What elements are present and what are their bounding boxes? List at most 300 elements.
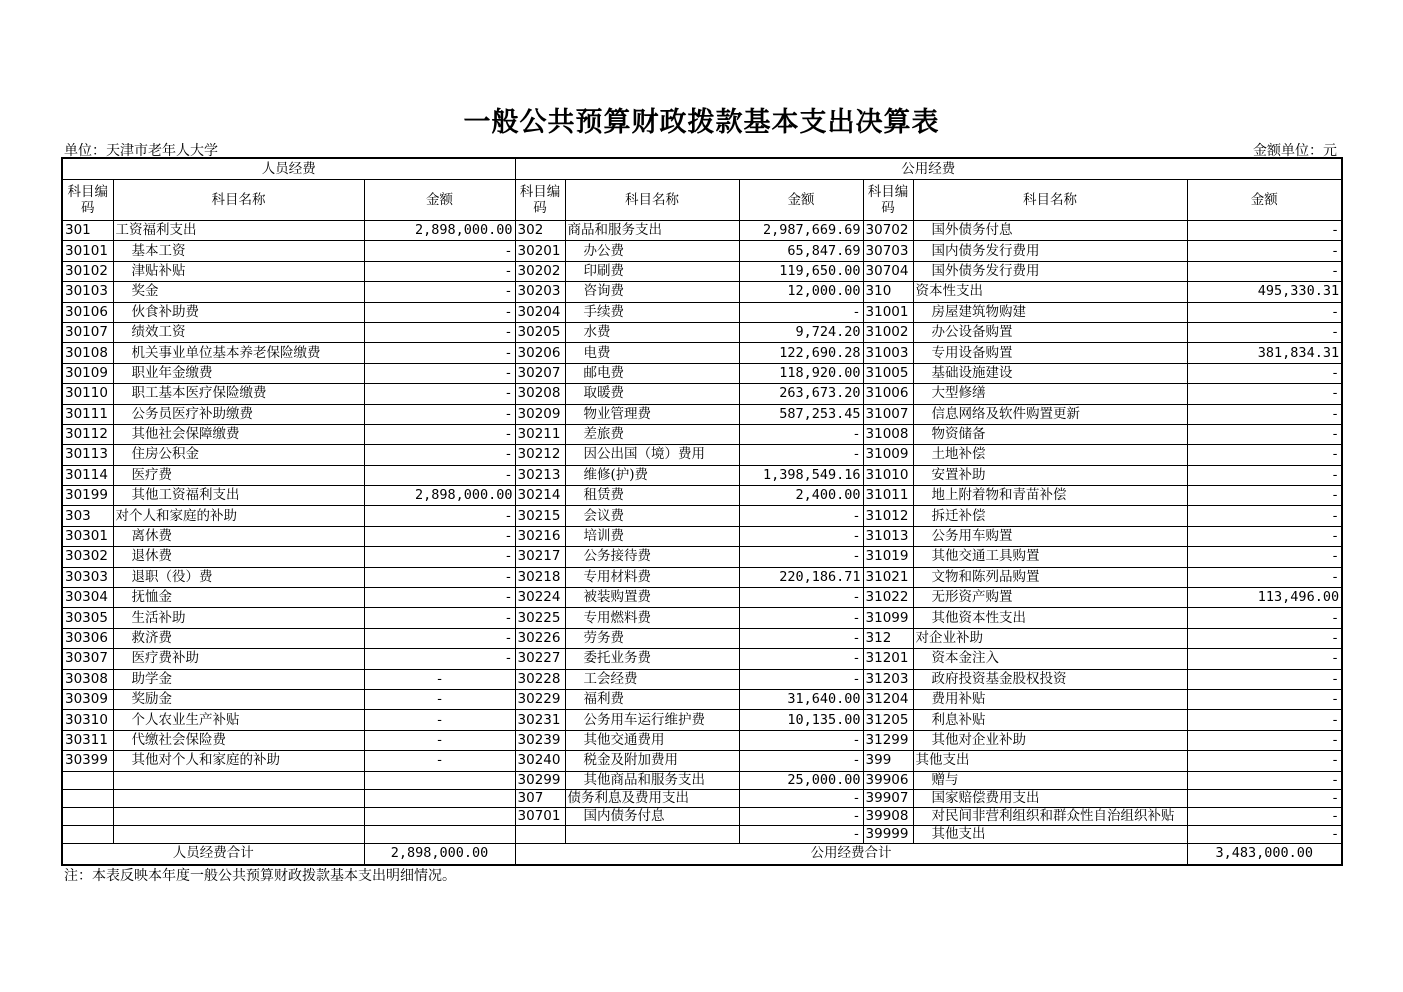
- cell-amount: 118,920.00: [739, 363, 863, 383]
- cell-code: 30307: [62, 649, 113, 669]
- cell-name: 抚恤金: [113, 588, 364, 608]
- cell-amount: -: [364, 547, 515, 567]
- cell-amount: -: [739, 628, 863, 648]
- cell-amount: -: [364, 404, 515, 424]
- cell-amount: -: [739, 526, 863, 546]
- table-row: [62, 789, 1342, 807]
- cell-code: 30399: [62, 751, 113, 771]
- cell-name: [113, 771, 364, 789]
- cell-name: 职工基本医疗保险缴费: [113, 384, 364, 404]
- cell-amount: 2,400.00: [739, 486, 863, 506]
- cell-code: 30207: [515, 363, 565, 383]
- cell-code: 30231: [515, 710, 565, 730]
- cell-name: 专用燃料费: [565, 608, 739, 628]
- cell-code: 30103: [62, 282, 113, 302]
- cell-amount: -: [1187, 710, 1342, 730]
- cell-code: 30206: [515, 343, 565, 363]
- cell-amount: -: [364, 669, 515, 689]
- cell-amount: -: [364, 363, 515, 383]
- cell-code: 30208: [515, 384, 565, 404]
- cell-name: 医疗费: [113, 465, 364, 485]
- cell-name: 劳务费: [565, 628, 739, 648]
- cell-name: 对企业补助: [913, 628, 1187, 648]
- cell-amount: [364, 771, 515, 789]
- cell-code: 30101: [62, 241, 113, 261]
- cell-name: 对民间非营利组织和群众性自治组织补贴: [913, 807, 1187, 825]
- cell-name: [113, 807, 364, 825]
- table-row: [62, 807, 1342, 825]
- public-total-amount: 3,483,000.00: [1187, 843, 1342, 865]
- cell-amount: -: [739, 669, 863, 689]
- cell-amount: -: [1187, 689, 1342, 709]
- cell-amount: -: [1187, 730, 1342, 750]
- cell-name: 救济费: [113, 628, 364, 648]
- cell-amount: -: [364, 751, 515, 771]
- cell-amount: -: [364, 588, 515, 608]
- cell-amount: [364, 825, 515, 843]
- cell-code: 30305: [62, 608, 113, 628]
- cell-amount: -: [364, 567, 515, 587]
- cell-code: 30306: [62, 628, 113, 648]
- cell-name: 津贴补贴: [113, 261, 364, 281]
- page-title: 一般公共预算财政拨款基本支出决算表: [463, 107, 940, 138]
- cell-code: [62, 771, 113, 789]
- cell-name: 资本性支出: [913, 282, 1187, 302]
- cell-code: 312: [863, 628, 913, 648]
- cell-code: 31010: [863, 465, 913, 485]
- cell-amount: -: [739, 424, 863, 444]
- cell-code: 30113: [62, 445, 113, 465]
- cell-name: 委托业务费: [565, 649, 739, 669]
- cell-code: 30106: [62, 302, 113, 322]
- cell-amount: 12,000.00: [739, 282, 863, 302]
- cell-amount: -: [364, 445, 515, 465]
- cell-code: 39907: [863, 789, 913, 807]
- cell-name: 物业管理费: [565, 404, 739, 424]
- table-row: [62, 608, 1342, 628]
- cell-name: [113, 825, 364, 843]
- table-row: [62, 689, 1342, 709]
- table-row: [62, 221, 1342, 241]
- cell-name: 安置补助: [913, 465, 1187, 485]
- table-row: [62, 669, 1342, 689]
- header-amount: 金额: [739, 180, 863, 221]
- cell-code: 30110: [62, 384, 113, 404]
- cell-amount: -: [1187, 567, 1342, 587]
- cell-code: 30311: [62, 730, 113, 750]
- table-row: [62, 649, 1342, 669]
- table-row: [62, 384, 1342, 404]
- cell-code: [515, 825, 565, 843]
- cell-name: 培训费: [565, 526, 739, 546]
- cell-code: 310: [863, 282, 913, 302]
- cell-amount: 65,847.69: [739, 241, 863, 261]
- cell-amount: -: [364, 730, 515, 750]
- personnel-total-label: 人员经费合计: [62, 843, 364, 865]
- cell-code: 30225: [515, 608, 565, 628]
- cell-amount: -: [1187, 751, 1342, 771]
- cell-amount: -: [739, 807, 863, 825]
- cell-amount: -: [364, 506, 515, 526]
- table-row: [62, 628, 1342, 648]
- cell-code: 31012: [863, 506, 913, 526]
- section-personnel: 人员经费: [62, 158, 515, 180]
- cell-code: 30702: [863, 221, 913, 241]
- cell-name: 手续费: [565, 302, 739, 322]
- cell-code: 30302: [62, 547, 113, 567]
- table-row: [62, 445, 1342, 465]
- cell-name: 其他对企业补助: [913, 730, 1187, 750]
- cell-name: 对个人和家庭的补助: [113, 506, 364, 526]
- header-name: 科目名称: [565, 180, 739, 221]
- cell-name: 资本金注入: [913, 649, 1187, 669]
- cell-name: 费用补贴: [913, 689, 1187, 709]
- cell-name: 房屋建筑物购建: [913, 302, 1187, 322]
- cell-amount: -: [739, 825, 863, 843]
- cell-amount: -: [1187, 445, 1342, 465]
- cell-amount: 587,253.45: [739, 404, 863, 424]
- cell-amount: -: [364, 282, 515, 302]
- cell-code: 30226: [515, 628, 565, 648]
- cell-amount: -: [739, 547, 863, 567]
- cell-code: 31002: [863, 322, 913, 342]
- cell-code: 30209: [515, 404, 565, 424]
- header-amount: 金额: [1187, 180, 1342, 221]
- cell-name: 文物和陈列品购置: [913, 567, 1187, 587]
- cell-name: 取暖费: [565, 384, 739, 404]
- cell-amount: -: [1187, 486, 1342, 506]
- cell-code: 39908: [863, 807, 913, 825]
- cell-name: 国内债务发行费用: [913, 241, 1187, 261]
- cell-amount: -: [364, 424, 515, 444]
- cell-name: 物资储备: [913, 424, 1187, 444]
- cell-code: 31003: [863, 343, 913, 363]
- cell-code: 31005: [863, 363, 913, 383]
- cell-name: [565, 825, 739, 843]
- cell-name: [113, 789, 364, 807]
- cell-amount: -: [1187, 789, 1342, 807]
- table-row: [62, 506, 1342, 526]
- cell-name: 办公费: [565, 241, 739, 261]
- cell-code: 31021: [863, 567, 913, 587]
- cell-name: 其他工资福利支出: [113, 486, 364, 506]
- cell-name: 国外债务发行费用: [913, 261, 1187, 281]
- cell-amount: -: [1187, 807, 1342, 825]
- cell-name: 被装购置费: [565, 588, 739, 608]
- cell-name: 其他社会保障缴费: [113, 424, 364, 444]
- cell-name: 基础设施建设: [913, 363, 1187, 383]
- header-code: 科目编码: [515, 180, 565, 221]
- cell-amount: 122,690.28: [739, 343, 863, 363]
- cell-amount: -: [1187, 547, 1342, 567]
- cell-code: 30112: [62, 424, 113, 444]
- cell-amount: 9,724.20: [739, 322, 863, 342]
- cell-name: 大型修缮: [913, 384, 1187, 404]
- cell-code: 31011: [863, 486, 913, 506]
- cell-name: 专用设备购置: [913, 343, 1187, 363]
- cell-amount: -: [1187, 322, 1342, 342]
- table-row: [62, 404, 1342, 424]
- cell-code: 31019: [863, 547, 913, 567]
- cell-amount: -: [1187, 465, 1342, 485]
- cell-code: 30203: [515, 282, 565, 302]
- cell-amount: -: [364, 302, 515, 322]
- cell-amount: -: [1187, 261, 1342, 281]
- table-row: [62, 730, 1342, 750]
- cell-name: 机关事业单位基本养老保险缴费: [113, 343, 364, 363]
- cell-name: 办公设备购置: [913, 322, 1187, 342]
- cell-code: 30228: [515, 669, 565, 689]
- cell-code: 30199: [62, 486, 113, 506]
- cell-name: 奖金: [113, 282, 364, 302]
- cell-code: 31022: [863, 588, 913, 608]
- cell-code: 30218: [515, 567, 565, 587]
- cell-name: 绩效工资: [113, 322, 364, 342]
- cell-amount: -: [364, 649, 515, 669]
- cell-name: 其他支出: [913, 751, 1187, 771]
- table-row: [62, 547, 1342, 567]
- cell-code: 303: [62, 506, 113, 526]
- cell-code: 301: [62, 221, 113, 241]
- cell-code: 30201: [515, 241, 565, 261]
- cell-name: 印刷费: [565, 261, 739, 281]
- cell-name: 职业年金缴费: [113, 363, 364, 383]
- cell-amount: 113,496.00: [1187, 588, 1342, 608]
- cell-code: 31006: [863, 384, 913, 404]
- cell-amount: -: [364, 710, 515, 730]
- cell-amount: 381,834.31: [1187, 343, 1342, 363]
- cell-amount: -: [739, 730, 863, 750]
- cell-amount: -: [1187, 506, 1342, 526]
- cell-code: 30310: [62, 710, 113, 730]
- cell-code: 399: [863, 751, 913, 771]
- cell-name: 基本工资: [113, 241, 364, 261]
- cell-amount: -: [739, 608, 863, 628]
- cell-amount: -: [364, 526, 515, 546]
- cell-code: 30303: [62, 567, 113, 587]
- cell-code: 31205: [863, 710, 913, 730]
- cell-name: 助学金: [113, 669, 364, 689]
- cell-code: 30704: [863, 261, 913, 281]
- table-row: [62, 363, 1342, 383]
- header-name: 科目名称: [113, 180, 364, 221]
- cell-amount: -: [1187, 649, 1342, 669]
- cell-amount: -: [739, 302, 863, 322]
- cell-code: 30227: [515, 649, 565, 669]
- cell-amount: -: [364, 628, 515, 648]
- cell-name: 因公出国（境）费用: [565, 445, 739, 465]
- table-row: [62, 751, 1342, 771]
- cell-code: 30205: [515, 322, 565, 342]
- personnel-total-amount: 2,898,000.00: [364, 843, 515, 865]
- cell-name: 无形资产购置: [913, 588, 1187, 608]
- cell-code: 30703: [863, 241, 913, 261]
- cell-amount: [364, 807, 515, 825]
- cell-name: 土地补偿: [913, 445, 1187, 465]
- cell-amount: -: [1187, 526, 1342, 546]
- cell-name: 租赁费: [565, 486, 739, 506]
- cell-code: [62, 789, 113, 807]
- expenditure-table: [61, 157, 1343, 866]
- cell-amount: 2,898,000.00: [364, 221, 515, 241]
- cell-name: 离休费: [113, 526, 364, 546]
- cell-code: 30107: [62, 322, 113, 342]
- cell-amount: -: [1187, 221, 1342, 241]
- cell-amount: -: [364, 689, 515, 709]
- cell-name: 商品和服务支出: [565, 221, 739, 241]
- cell-name: 个人农业生产补贴: [113, 710, 364, 730]
- cell-code: 30229: [515, 689, 565, 709]
- table-row: [62, 710, 1342, 730]
- cell-code: 30214: [515, 486, 565, 506]
- header-code: 科目编码: [62, 180, 113, 221]
- table-row: [62, 302, 1342, 322]
- cell-name: 会议费: [565, 506, 739, 526]
- cell-code: 31013: [863, 526, 913, 546]
- cell-name: 专用材料费: [565, 567, 739, 587]
- cell-code: 30212: [515, 445, 565, 465]
- footnote: 注：本表反映本年度一般公共预算财政拨款基本支出明细情况。: [64, 868, 456, 884]
- cell-name: 福利费: [565, 689, 739, 709]
- cell-name: 代缴社会保险费: [113, 730, 364, 750]
- cell-name: 医疗费补助: [113, 649, 364, 669]
- cell-amount: -: [364, 343, 515, 363]
- cell-name: 维修(护)费: [565, 465, 739, 485]
- cell-name: 国家赔偿费用支出: [913, 789, 1187, 807]
- table-row: [62, 567, 1342, 587]
- cell-amount: -: [1187, 302, 1342, 322]
- header-name: 科目名称: [913, 180, 1187, 221]
- cell-name: 其他商品和服务支出: [565, 771, 739, 789]
- cell-code: 31001: [863, 302, 913, 322]
- table-row: [62, 282, 1342, 302]
- table-row: [62, 825, 1342, 843]
- table-row: [62, 526, 1342, 546]
- cell-name: 地上附着物和青苗补偿: [913, 486, 1187, 506]
- cell-code: 30215: [515, 506, 565, 526]
- cell-amount: -: [1187, 771, 1342, 789]
- cell-name: 公务接待费: [565, 547, 739, 567]
- cell-amount: 25,000.00: [739, 771, 863, 789]
- cell-code: 307: [515, 789, 565, 807]
- table-row: [62, 261, 1342, 281]
- cell-code: 30108: [62, 343, 113, 363]
- cell-amount: -: [1187, 825, 1342, 843]
- cell-amount: -: [364, 384, 515, 404]
- cell-amount: -: [364, 241, 515, 261]
- cell-code: 31007: [863, 404, 913, 424]
- cell-amount: 220,186.71: [739, 567, 863, 587]
- cell-code: 30217: [515, 547, 565, 567]
- cell-name: 政府投资基金股权投资: [913, 669, 1187, 689]
- cell-code: 30211: [515, 424, 565, 444]
- cell-code: 30224: [515, 588, 565, 608]
- cell-amount: -: [364, 465, 515, 485]
- section-public: 公用经费: [515, 158, 1342, 180]
- cell-name: 邮电费: [565, 363, 739, 383]
- cell-name: 信息网络及软件购置更新: [913, 404, 1187, 424]
- cell-name: 利息补贴: [913, 710, 1187, 730]
- cell-amount: -: [1187, 363, 1342, 383]
- cell-code: 31099: [863, 608, 913, 628]
- cell-amount: 119,650.00: [739, 261, 863, 281]
- table-row: [62, 241, 1342, 261]
- cell-name: 水费: [565, 322, 739, 342]
- cell-amount: 1,398,549.16: [739, 465, 863, 485]
- cell-name: 其他支出: [913, 825, 1187, 843]
- cell-amount: -: [739, 751, 863, 771]
- table-row: [62, 343, 1342, 363]
- cell-name: 伙食补助费: [113, 302, 364, 322]
- cell-amount: -: [1187, 608, 1342, 628]
- cell-code: 31008: [863, 424, 913, 444]
- cell-amount: 495,330.31: [1187, 282, 1342, 302]
- cell-amount: -: [1187, 384, 1342, 404]
- cell-amount: -: [1187, 404, 1342, 424]
- cell-code: 31204: [863, 689, 913, 709]
- cell-name: 公务员医疗补助缴费: [113, 404, 364, 424]
- cell-code: 30239: [515, 730, 565, 750]
- cell-name: 公务用车运行维护费: [565, 710, 739, 730]
- cell-name: 奖励金: [113, 689, 364, 709]
- header-amount: 金额: [364, 180, 515, 221]
- cell-name: 债务利息及费用支出: [565, 789, 739, 807]
- cell-amount: -: [739, 506, 863, 526]
- cell-name: 咨询费: [565, 282, 739, 302]
- cell-amount: 10,135.00: [739, 710, 863, 730]
- cell-code: [62, 825, 113, 843]
- cell-code: 39999: [863, 825, 913, 843]
- cell-name: 国内债务付息: [565, 807, 739, 825]
- cell-name: 差旅费: [565, 424, 739, 444]
- cell-name: 退职（役）费: [113, 567, 364, 587]
- cell-amount: -: [1187, 424, 1342, 444]
- cell-code: 30216: [515, 526, 565, 546]
- cell-name: 生活补助: [113, 608, 364, 628]
- cell-amount: -: [1187, 628, 1342, 648]
- cell-amount: -: [739, 588, 863, 608]
- cell-code: 31299: [863, 730, 913, 750]
- cell-amount: -: [364, 261, 515, 281]
- cell-code: 31203: [863, 669, 913, 689]
- cell-name: 公务用车购置: [913, 526, 1187, 546]
- cell-code: 30701: [515, 807, 565, 825]
- cell-amount: [364, 789, 515, 807]
- cell-name: 住房公积金: [113, 445, 364, 465]
- cell-amount: 2,898,000.00: [364, 486, 515, 506]
- table-row: [62, 424, 1342, 444]
- cell-code: [62, 807, 113, 825]
- cell-amount: -: [739, 789, 863, 807]
- cell-name: 其他资本性支出: [913, 608, 1187, 628]
- cell-code: 30301: [62, 526, 113, 546]
- cell-code: 30309: [62, 689, 113, 709]
- table-row: [62, 771, 1342, 789]
- cell-amount: -: [1187, 669, 1342, 689]
- table-row: [62, 486, 1342, 506]
- cell-code: 30308: [62, 669, 113, 689]
- table-row: [62, 588, 1342, 608]
- cell-code: 30299: [515, 771, 565, 789]
- cell-amount: 263,673.20: [739, 384, 863, 404]
- cell-name: 工会经费: [565, 669, 739, 689]
- cell-code: 31009: [863, 445, 913, 465]
- cell-amount: 2,987,669.69: [739, 221, 863, 241]
- cell-code: 302: [515, 221, 565, 241]
- cell-code: 39906: [863, 771, 913, 789]
- cell-name: 拆迁补偿: [913, 506, 1187, 526]
- cell-name: 赠与: [913, 771, 1187, 789]
